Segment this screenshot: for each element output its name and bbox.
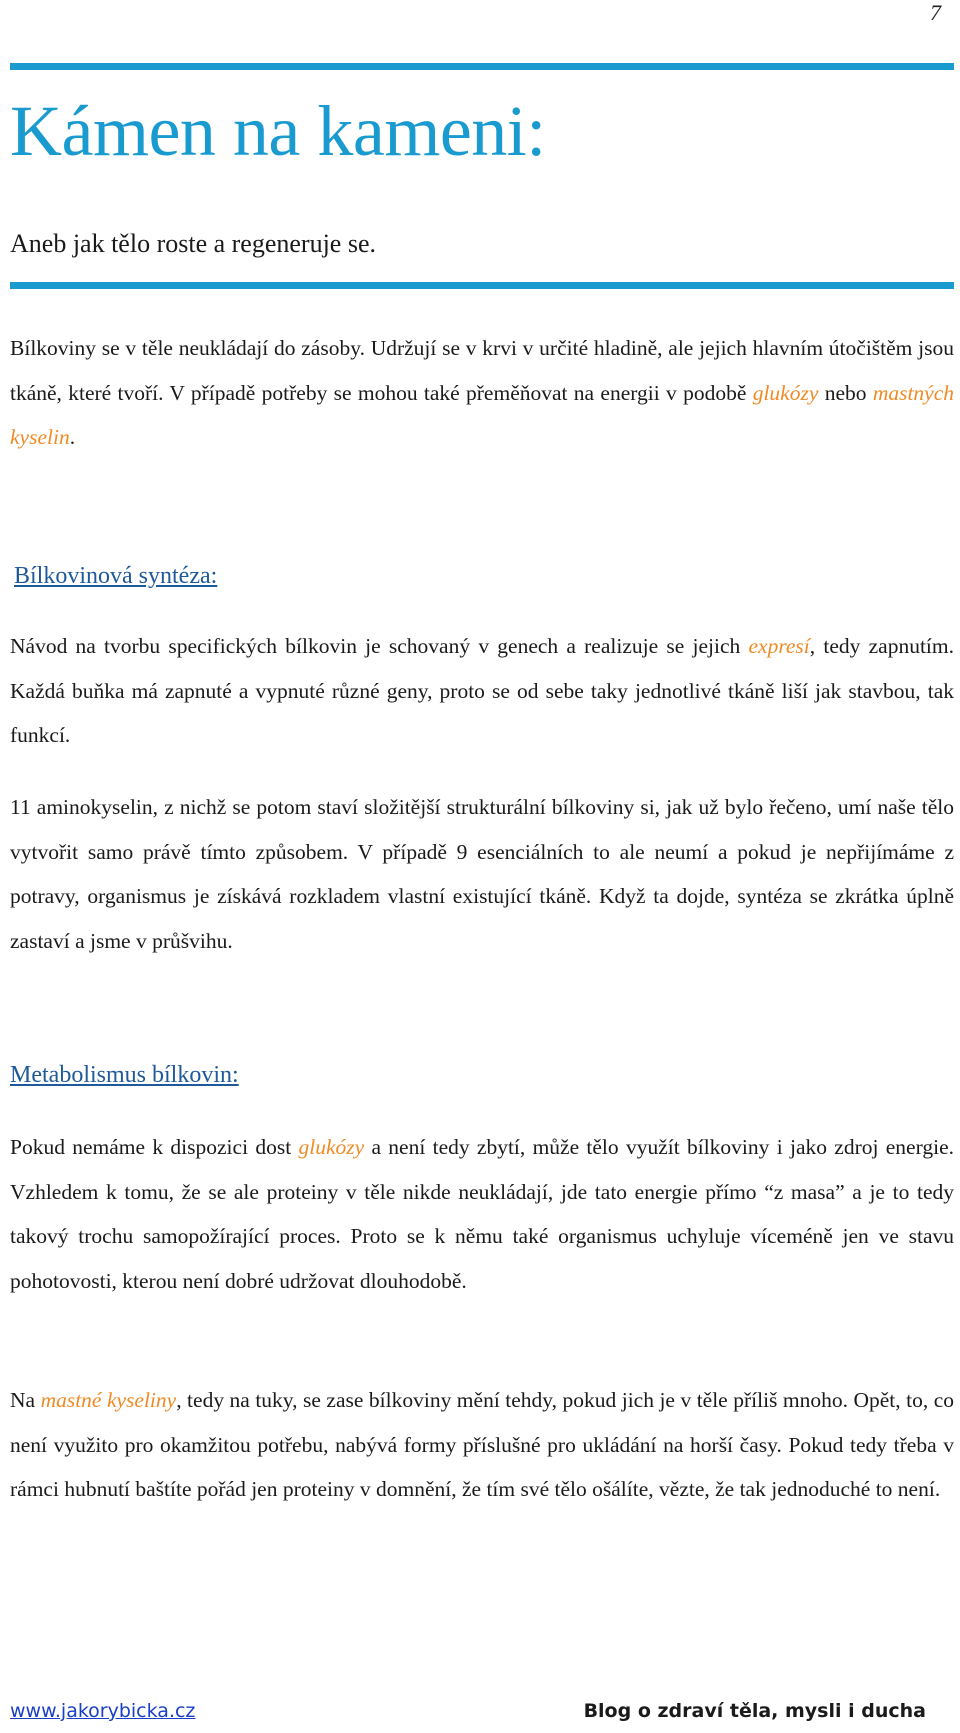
footer-tagline: Blog o zdraví těla, mysli i ducha: [583, 1700, 926, 1722]
intro-text: nebo: [818, 380, 873, 405]
intro-text: Bílkoviny se v těle neukládají do zásoby. Udržují se v krvi v určité hladině, ale jejich hlavním útočištěm jsou tkáně, které tvoří. V případě potřeby se mohou také přeměňovat na energii v podobě: [10, 336, 954, 405]
highlight-expresi: expresí: [748, 634, 810, 658]
synthesis-paragraph-1: [10, 624, 954, 758]
paragraph-text: Pokud nemáme k dispozici dost: [10, 1135, 299, 1159]
metabolism-paragraph-1: [10, 1125, 954, 1303]
paragraph-text: , tedy zapnutím. Každá buňka má zapnuté a vypnuté různé geny, proto se od sebe taky jednotlivé tkáně liší jak stavbou, tak funkcí.: [10, 634, 954, 747]
metabolism-paragraph-2: [10, 1378, 954, 1512]
highlight-glukozy: glukózy: [752, 380, 819, 405]
synthesis-paragraph-2: 11 aminokyselin, z nichž se potom staví složitější strukturální bílkoviny si, jak už bylo řečeno, umí naše tělo vytvořit samo právě tímto způsobem. V případě 9 esenciálních to ale neumí a pokud je nepřijímáme z potravy, organismus je získává rozkladem vlastní existující tkáně. Když ta dojde, syntéza se zkrátka úplně zastaví a jsme v průšvihu.: [10, 795, 954, 953]
page-title: Kámen na kameni:: [10, 91, 546, 171]
highlight-mastnych-kyselin: mastných kyselin: [10, 380, 955, 449]
page-subtitle: Aneb jak tělo roste a regeneruje se.: [10, 229, 377, 258]
paragraph-text: , tedy na tuky, se zase bílkoviny mění tehdy, pokud jich je v těle příliš mnoho. Opět, to, co není využito pro okamžitou potřebu, nabývá formy příslušné pro ukládání na horší časy. Pokud tedy třeba v rámci hubnutí baštíte pořád jen proteiny v domnění, že tím své tělo ošálíte, vězte, že tak jednoduché to není.: [10, 1388, 954, 1501]
paragraph-text: Na: [10, 1388, 41, 1412]
footer-website-link[interactable]: www.jakorybicka.cz: [10, 1700, 196, 1722]
header-divider: [10, 282, 954, 289]
section-heading-synthesis: Bílkovinová syntéza:: [14, 563, 218, 589]
section-heading-metabolism: Metabolismus bílkovin:: [10, 1062, 239, 1088]
page-number: 7: [930, 0, 941, 25]
paragraph-text: a není tedy zbytí, může tělo využít bílkoviny i jako zdroj energie. Vzhledem k tomu, že se ale proteiny v těle nikde neukládají, jde tato energie přímo “z masa” a je to tedy takový trochu samopožírající proces. Proto se k němu také organismus uchyluje víceméně jen ve stavu pohotovosti, kterou není dobré udržovat dlouhodobě.: [10, 1135, 954, 1293]
paragraph-text: Návod na tvorbu specifických bílkovin je schovaný v genech a realizuje se jejich: [10, 634, 749, 658]
intro-paragraph: [10, 326, 954, 460]
top-divider: [10, 63, 954, 70]
highlight-glukozy: glukózy: [298, 1135, 365, 1159]
intro-text: .: [69, 425, 76, 449]
highlight-mastne-kyseliny: mastné kyseliny: [40, 1388, 177, 1412]
